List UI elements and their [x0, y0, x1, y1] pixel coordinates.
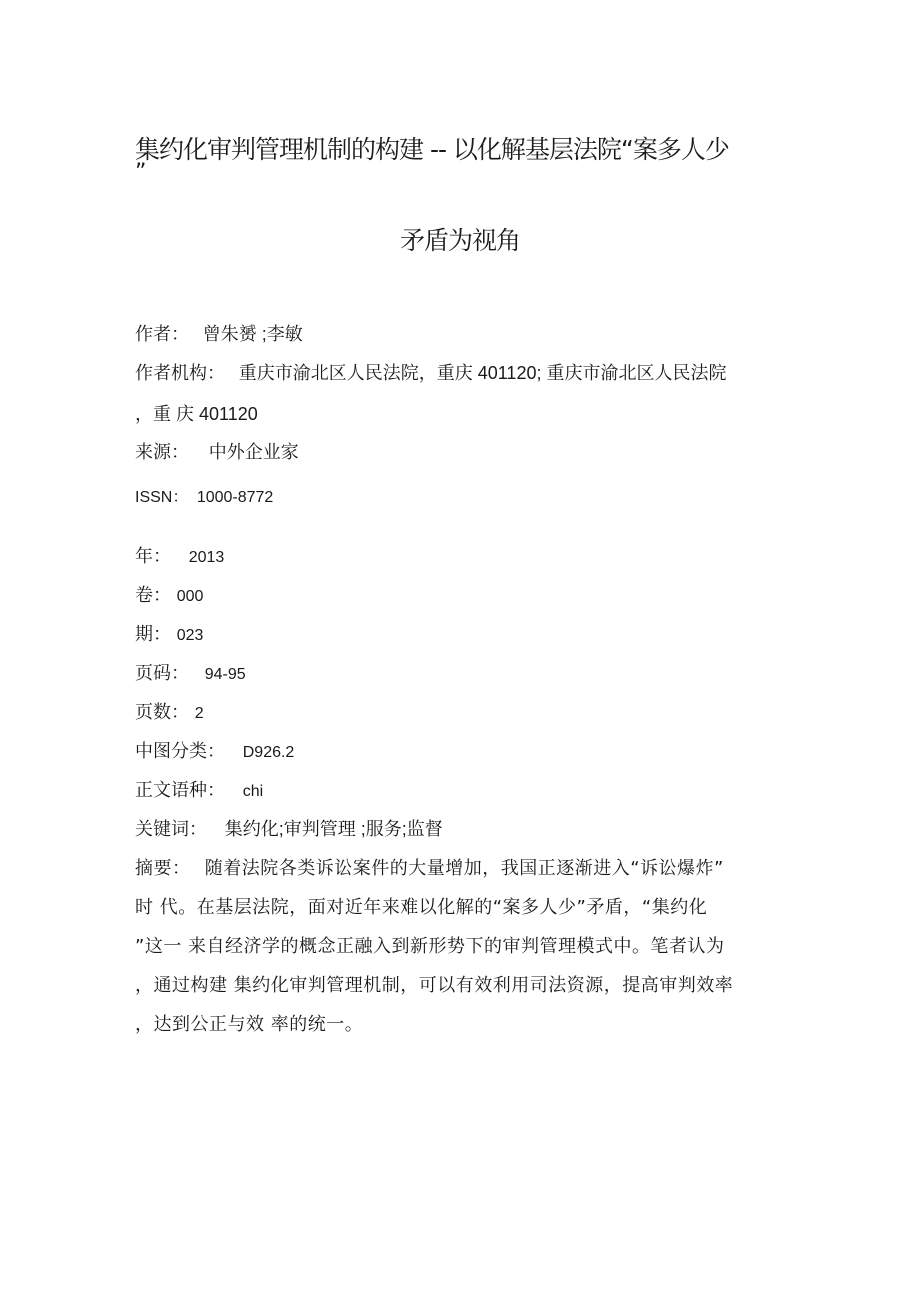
abstract-line-2: 时 代。在基层法院，面对近年来难以化解的“案多人少”矛盾，“集约化: [135, 897, 708, 918]
org-value-line1: 重庆市渝北区人民法院，重庆 401120; 重庆市渝北区人民法院: [238, 363, 727, 383]
abstract-line-5: ，达到公正与效 率的统一。: [135, 1014, 364, 1035]
issn-label: ISSN：: [135, 489, 189, 506]
org-label: 作者机构：: [135, 363, 225, 384]
abstract-text-1: 随着法院各类诉讼案件的大量增加，我国正逐渐进入“诉讼爆炸”: [204, 858, 724, 879]
year-label: 年：: [135, 546, 171, 567]
title-line-1: 集约化审判管理机制的构建 -- 以化解基层法院“案多人少: [135, 135, 729, 164]
keywords-label: 关键词：: [135, 819, 207, 840]
keywords-row: [135, 815, 443, 841]
org-row: [135, 359, 726, 385]
issn-row: [135, 484, 273, 507]
issue-label: 期：: [135, 624, 171, 645]
pages-label: 页码：: [135, 663, 189, 684]
author-label: 作者：: [135, 324, 189, 345]
pagecount-label: 页数：: [135, 702, 189, 723]
volume-label: 卷：: [135, 585, 171, 606]
pages-row: [135, 659, 246, 685]
volume-row: [135, 581, 203, 607]
org-row-continued: [135, 400, 258, 426]
author-row: [135, 320, 303, 346]
issn-value: 1000-8772: [196, 489, 274, 506]
title-line-3: 矛盾为视角: [399, 226, 520, 255]
pages-value: 94-95: [204, 666, 246, 683]
year-value: 2013: [188, 549, 225, 566]
lang-label: 正文语种：: [135, 780, 225, 801]
keywords-value: 集约化;审判管理 ;服务;监督: [224, 819, 443, 839]
source-row: [135, 438, 299, 464]
source-label: 来源：: [135, 442, 189, 463]
clc-label: 中图分类：: [135, 741, 225, 762]
volume-value: 000: [176, 588, 204, 605]
abstract-line-3: ”这一 来自经济学的概念正融入到新形势下的审判管理模式中。笔者认为: [135, 936, 725, 957]
issue-row: [135, 620, 203, 646]
lang-row: [135, 776, 263, 802]
clc-value: D926.2: [242, 744, 295, 761]
abstract-label: 摘要：: [135, 858, 191, 879]
abstract-line-4: ，通过构建 集约化审判管理机制，可以有效利用司法资源，提高审判效率: [135, 975, 734, 996]
year-row: [135, 542, 224, 568]
pagecount-value: 2: [194, 705, 204, 722]
abstract-line-1: [135, 854, 724, 880]
author-value: 曾朱赟 ;李敏: [202, 324, 303, 344]
lang-value: chi: [242, 783, 264, 800]
title-line-2: ”: [135, 160, 146, 185]
source-value: 中外企业家: [208, 442, 299, 462]
org-value-line2: ，重 庆 401120: [135, 404, 258, 424]
clc-row: [135, 737, 294, 763]
issue-value: 023: [176, 627, 204, 644]
pagecount-row: [135, 698, 204, 724]
